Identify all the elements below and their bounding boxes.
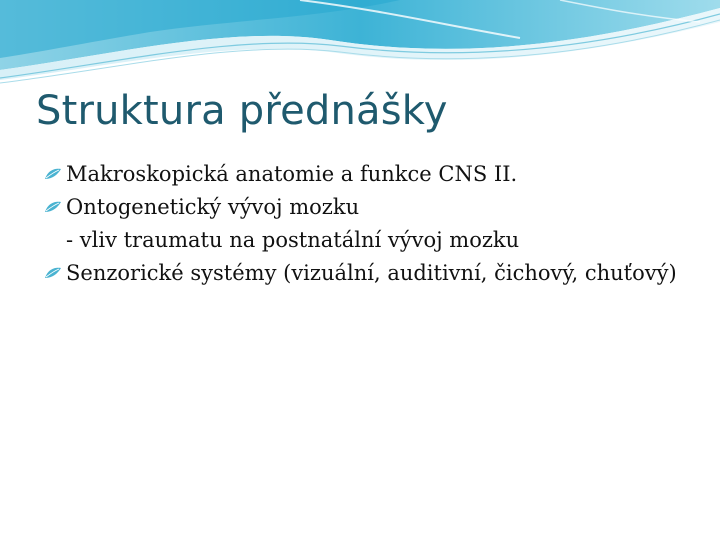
leaf-bullet-icon xyxy=(44,200,62,214)
header-wave-decoration xyxy=(0,0,720,90)
bullet-item xyxy=(44,191,704,257)
bullet-subtext: - vliv traumatu na postnatální vývoj mozku xyxy=(66,228,520,252)
leaf-bullet-icon xyxy=(44,266,62,280)
bullet-item xyxy=(44,257,704,290)
bullet-text: Ontogenetický vývoj mozku xyxy=(66,195,360,219)
bullet-list xyxy=(44,158,704,290)
bullet-text: Makroskopická anatomie a funkce CNS II. xyxy=(66,162,518,186)
leaf-bullet-icon xyxy=(44,167,62,181)
bullet-text: Senzorické systémy (vizuální, auditivní, čichový, chuťový) xyxy=(66,261,677,285)
slide-title: Struktura přednášky xyxy=(36,88,448,134)
bullet-item xyxy=(44,158,704,191)
